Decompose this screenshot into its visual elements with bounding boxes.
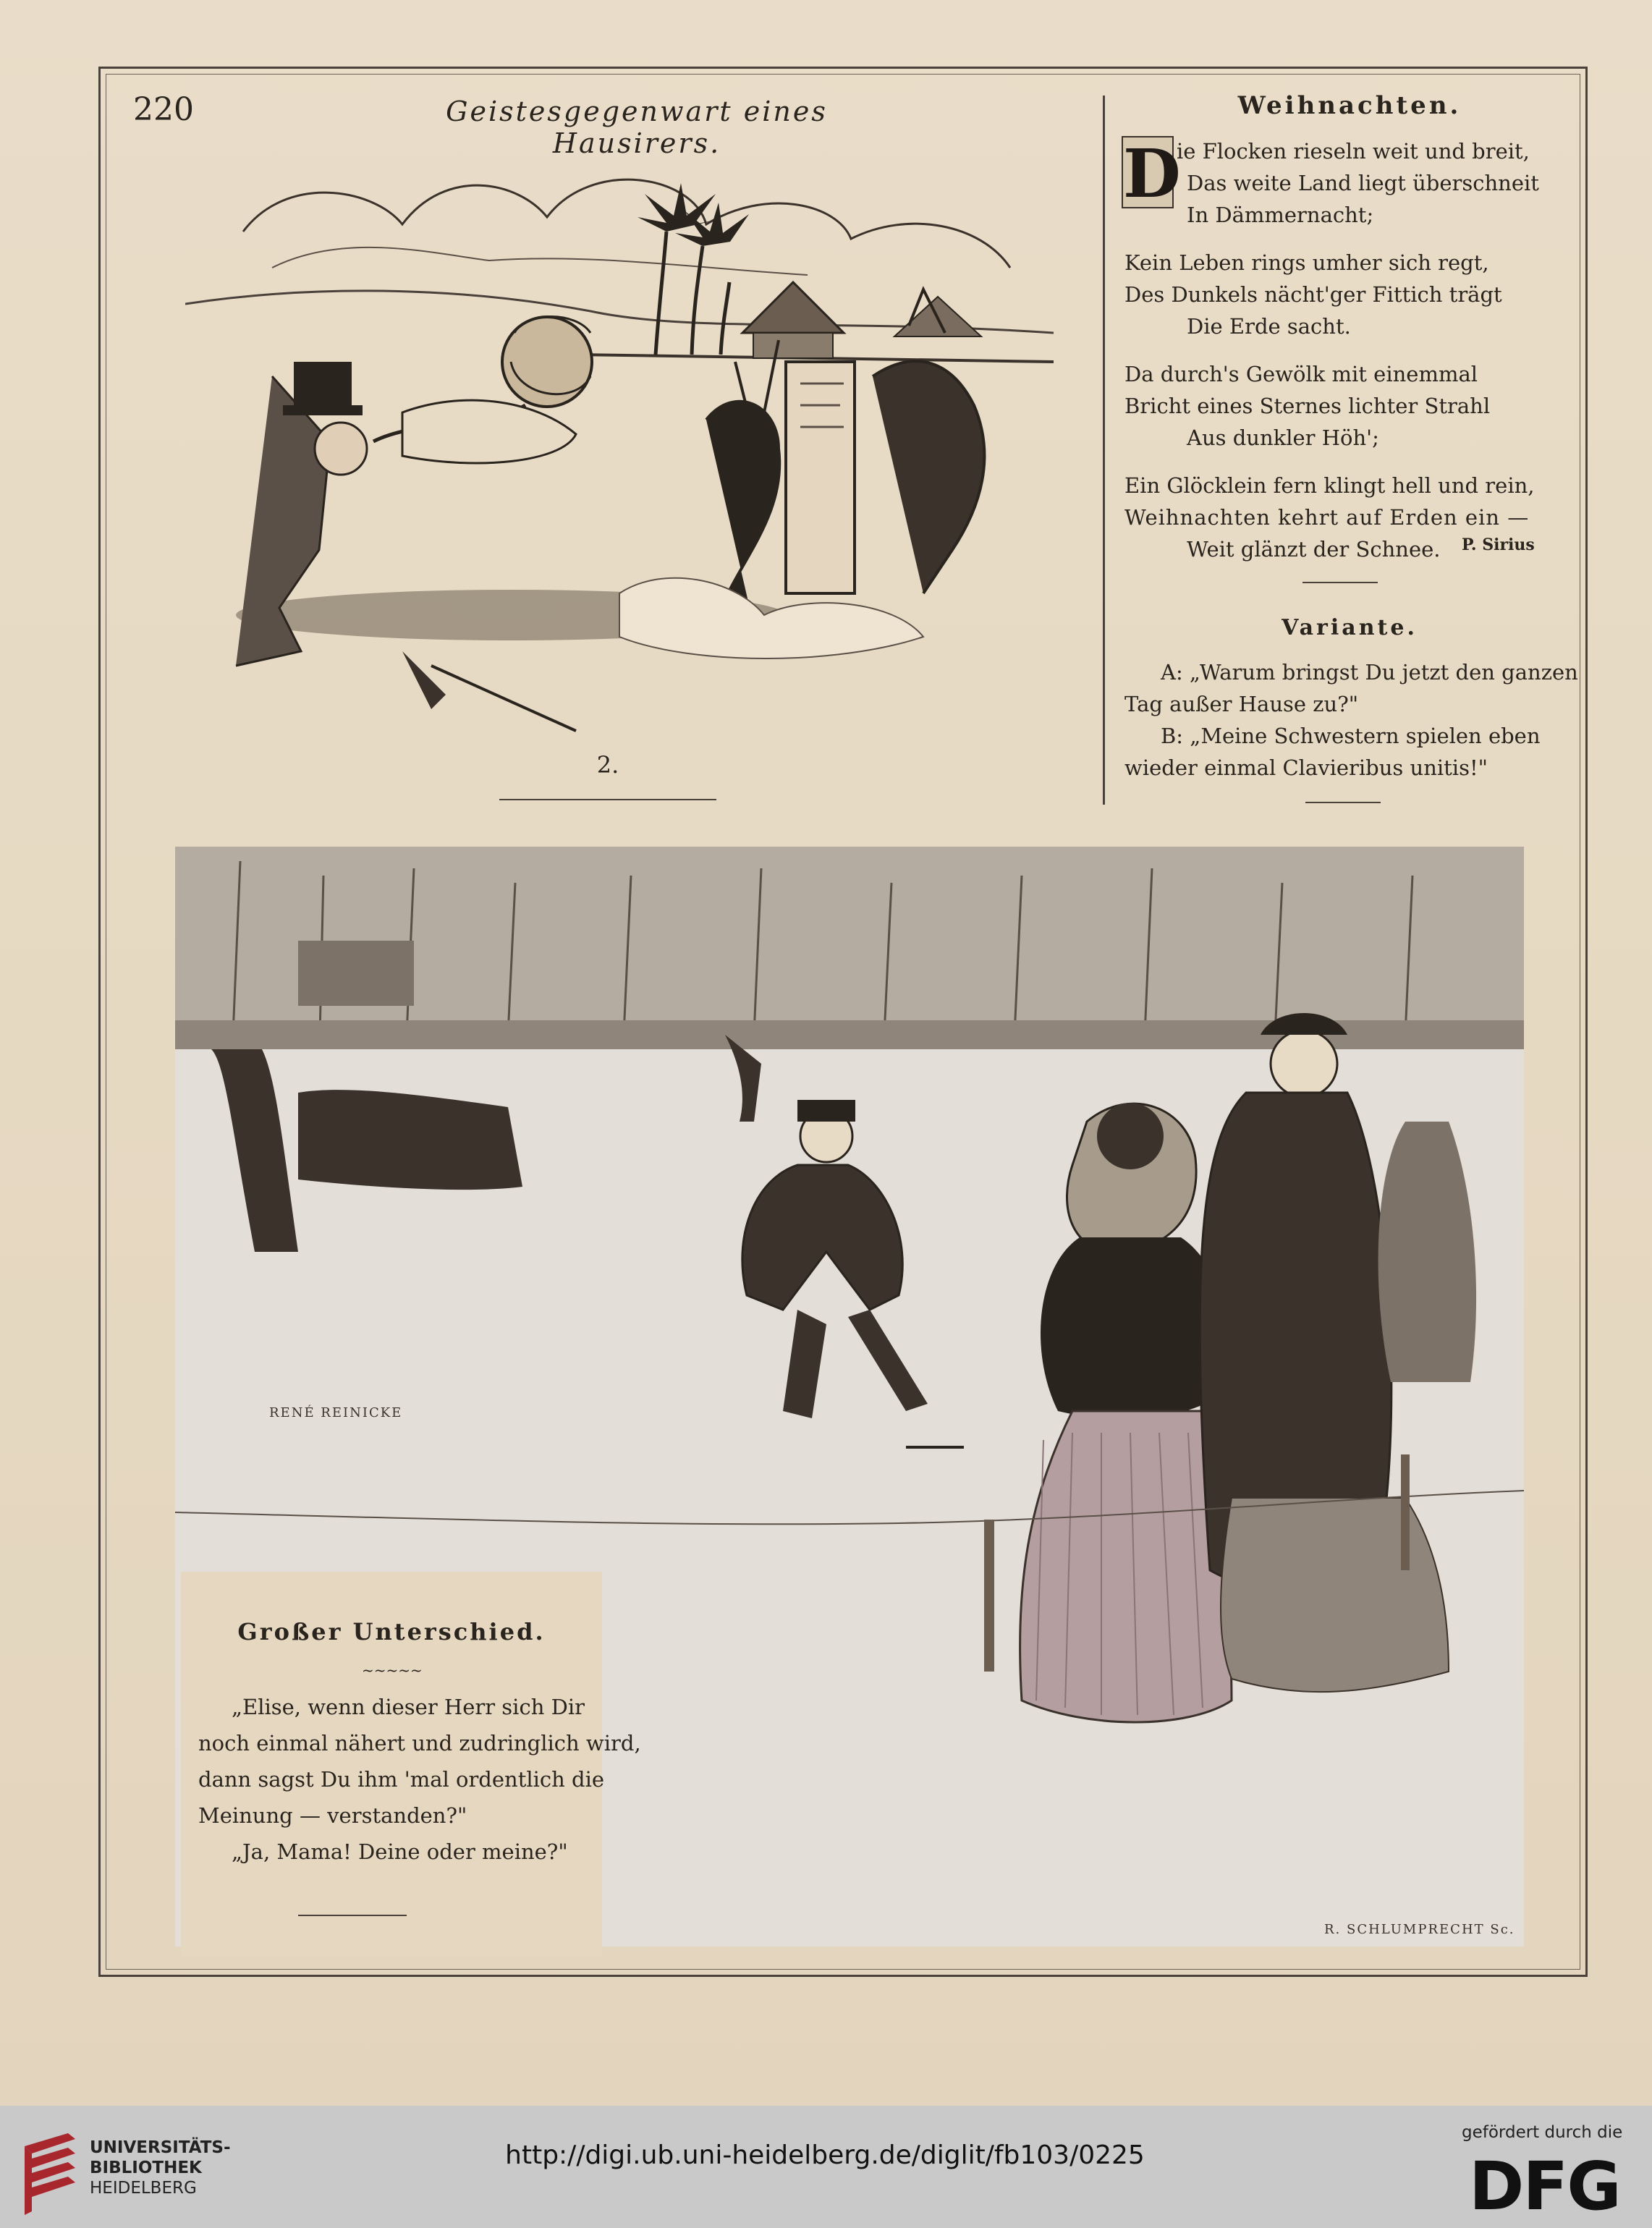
poem-line: Bricht eines Sternes lichter Strahl [1124,394,1491,418]
ornament: ~~~~~ [362,1661,423,1679]
poem-line: ie Flocken rieseln weit und breit, [1177,139,1530,164]
variant-line: A: „Warum bringst Du jetzt den ganzen [1161,660,1578,685]
poem-line: Weihnachten kehrt auf Erden ein — [1124,505,1530,530]
university-library-name [90,2138,231,2198]
joke-line: „Ja, Mama! Deine oder meine?" [232,1839,568,1864]
library-line-1: UNIVERSITÄTS- [90,2138,231,2157]
joke-line: „Elise, wenn dieser Herr sich Dir [232,1695,585,1719]
university-library-logo-icon [17,2132,82,2221]
poem-line: Des Dunkels nächt'ger Fittich trägt [1124,282,1502,307]
poem-line: Kein Leben rings umher sich regt, [1124,250,1489,275]
poem-title: Weihnachten. [1237,91,1462,120]
variant-title: Variante. [1282,615,1418,640]
poem-line: Ein Glöcklein fern klingt hell und rein, [1124,473,1535,498]
artist-signature-right: R. SCHLUMPRECHT Sc. [1324,1922,1515,1937]
column-rule [1103,96,1105,805]
divider-rule [298,1915,407,1916]
running-head: Geistesgegenwart eines Hausirers. [446,96,828,159]
poem-line: Weit glänzt der Schnee. [1187,537,1441,562]
divider-rule [499,799,716,800]
poem-line: Aus dunkler Höh'; [1187,425,1379,450]
joke-title: Großer Unterschied. [237,1618,546,1645]
funding-caption: gefördert durch die [1462,2123,1623,2142]
variant-line: wieder einmal Clavieribus unitis!" [1124,755,1488,780]
joke-line: noch einmal nähert und zudringlich wird, [198,1731,641,1755]
figure-label: 2. [596,751,619,779]
artist-signature-left: RENÉ REINICKE [269,1405,403,1420]
top-illustration [185,145,1075,745]
variant-line: Tag außer Hause zu?" [1124,692,1359,716]
dfg-logo: DFG [1469,2148,1620,2225]
poem-author: P. Sirius [1462,535,1535,554]
poem-line: Das weite Land liegt überschneit [1187,171,1539,195]
divider-rule [1305,802,1381,803]
poem-line: Die Erde sacht. [1187,314,1351,339]
library-line-2: BIBLIOTHEK [90,2159,202,2177]
divider-rule [1302,582,1378,583]
variant-line: B: „Meine Schwestern spielen eben [1161,724,1541,748]
poem-line: In Dämmernacht; [1187,203,1374,227]
library-line-3: HEIDELBERG [90,2179,197,2198]
joke-line: dann sagst Du ihm 'mal ordentlich die [198,1767,605,1792]
joke-line: Meinung — verstanden?" [198,1803,467,1828]
poem-line: Da durch's Gewölk mit einemmal [1124,362,1478,386]
drop-cap: D [1123,135,1181,213]
footer-url-link[interactable]: http://digi.ub.uni-heidelberg.de/diglit/fb103/0225 [505,2140,1145,2170]
page-number: 220 [133,91,194,128]
